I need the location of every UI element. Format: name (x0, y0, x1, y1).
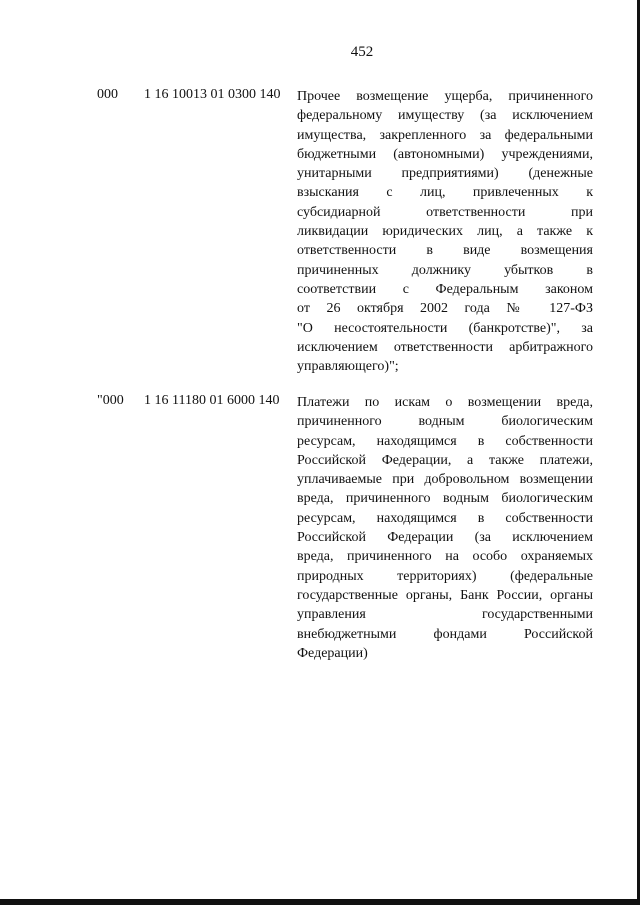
description-line: бюджетными (автономными) учреждениями, (297, 146, 593, 162)
description-line: управления государственными (297, 607, 593, 623)
description-line: соответствии с Федеральным законом (297, 281, 593, 297)
description-line: внебюджетными фондами Российской (297, 626, 593, 642)
income-description (297, 87, 593, 376)
admin-code: "000 (97, 393, 124, 408)
description-line: государственные органы, Банк России, органы (297, 587, 593, 603)
budget-classification-code: 1 16 10013 01 0300 140 (144, 87, 281, 102)
description-line: федеральному имуществу (за исключением (297, 108, 593, 124)
description-line: ресурсам, находящимся в собственности (297, 433, 593, 449)
description-line: "О несостоятельности (банкротстве)", за (297, 320, 593, 336)
page-number: 452 (350, 44, 374, 60)
description-line: Федерации) (297, 645, 368, 661)
description-line: субсидиарной ответственности при (297, 204, 593, 220)
description-line: Прочее возмещение ущерба, причиненного (297, 89, 593, 104)
description-line: вреда, причиненного на особо охраняемых (297, 549, 593, 565)
description-line: уплачиваемые при добровольном возмещении (297, 472, 593, 488)
income-description (297, 393, 593, 663)
description-line: взыскания с лиц, привлеченных к (297, 185, 593, 201)
budget-classification-code: 1 16 11180 01 6000 140 (144, 393, 280, 408)
description-line: от 26 октября 2002 года № 127-ФЗ (297, 301, 593, 317)
description-line: ресурсам, находящимся в собственности (297, 510, 593, 526)
description-line: Платежи по искам о возмещении вреда, (297, 395, 593, 410)
description-line: природных территориях) (федеральные (297, 568, 593, 584)
description-line: Российской Федерации (за исключением (297, 530, 593, 546)
description-line: ликвидации юридических лиц, а также к (297, 224, 593, 240)
description-line: причиненного водным биологическим (297, 414, 593, 430)
description-line: исключением ответственности арбитражного (297, 339, 593, 355)
scan-edge-bottom (0, 899, 640, 905)
description-line: управляющего)"; (297, 359, 399, 375)
description-line: унитарными предприятиями) (денежные (297, 166, 593, 182)
admin-code: 000 (97, 87, 118, 102)
description-line: Российской Федерации, а также платежи, (297, 452, 593, 468)
description-line: вреда, причиненного водным биологическим (297, 491, 593, 507)
description-line: имущества, закрепленного за федеральными (297, 127, 593, 143)
description-line: ответственности в виде возмещения (297, 243, 593, 259)
description-line: причиненных должнику убытков в (297, 262, 593, 278)
